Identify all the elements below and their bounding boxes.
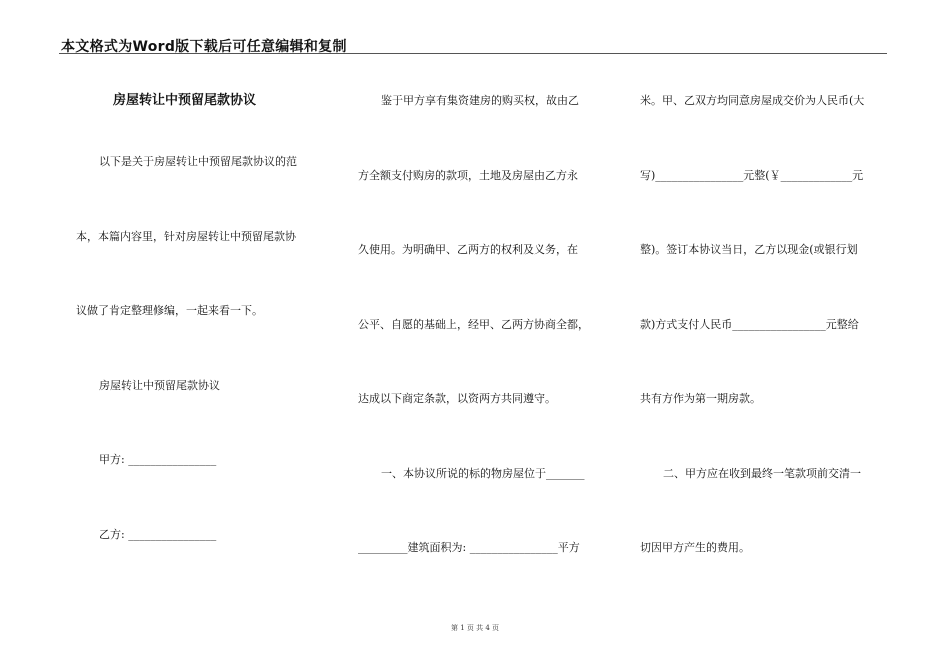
document-banner: 本文格式为Word版下载后可任意编辑和复制	[61, 39, 347, 55]
col2-line-5: 达成以下商定条款，以资两方共同遵守。	[358, 392, 556, 405]
agreement-subtitle: 房屋转让中预留尾款协议	[99, 379, 220, 392]
document-title: 房屋转让中预留尾款协议	[113, 93, 257, 108]
header-divider	[59, 53, 887, 54]
col3-line-4: 款)方式支付人民币_________________元整给	[640, 318, 859, 331]
col3-line-2: 写)________________元整(￥_____________元	[640, 169, 864, 182]
col3-line-5: 共有方作为第一期房款。	[640, 392, 761, 405]
intro-line-1: 以下是关于房屋转让中预留尾款协议的范	[99, 155, 297, 168]
party-a-field: 甲方: ________________	[99, 453, 217, 466]
col3-line-3: 整)。签订本协议当日，乙方以现金(或银行划	[640, 243, 858, 256]
col2-line-4: 公平、自愿的基础上，经甲、乙两方协商全都，	[358, 318, 589, 331]
col2-line-2: 方全额支付购房的款项，土地及房屋由乙方永	[358, 169, 578, 182]
page-number: 第 1 页 共 4 页	[450, 624, 500, 632]
party-b-field: 乙方: ________________	[99, 528, 217, 541]
intro-line-2: 本，本篇内容里，针对房屋转让中预留尾款协	[76, 230, 296, 243]
col2-line-7: _________建筑面积为: ________________平方	[358, 541, 580, 554]
col2-line-6: 一、本协议所说的标的物房屋位于_______	[381, 467, 585, 480]
intro-line-3: 议做了肯定整理修编，一起来看一下。	[76, 304, 263, 317]
col3-line-6: 二、甲方应在收到最终一笔款项前交清一	[663, 467, 861, 480]
col2-line-1: 鉴于甲方享有集资建房的购买权，故由乙	[381, 94, 579, 107]
col3-line-7: 切因甲方产生的费用。	[640, 541, 750, 554]
col3-line-1: 米。甲、乙双方均同意房屋成交价为人民币(大	[640, 94, 865, 107]
col2-line-3: 久使用。为明确甲、乙两方的权利及义务，在	[358, 243, 578, 256]
